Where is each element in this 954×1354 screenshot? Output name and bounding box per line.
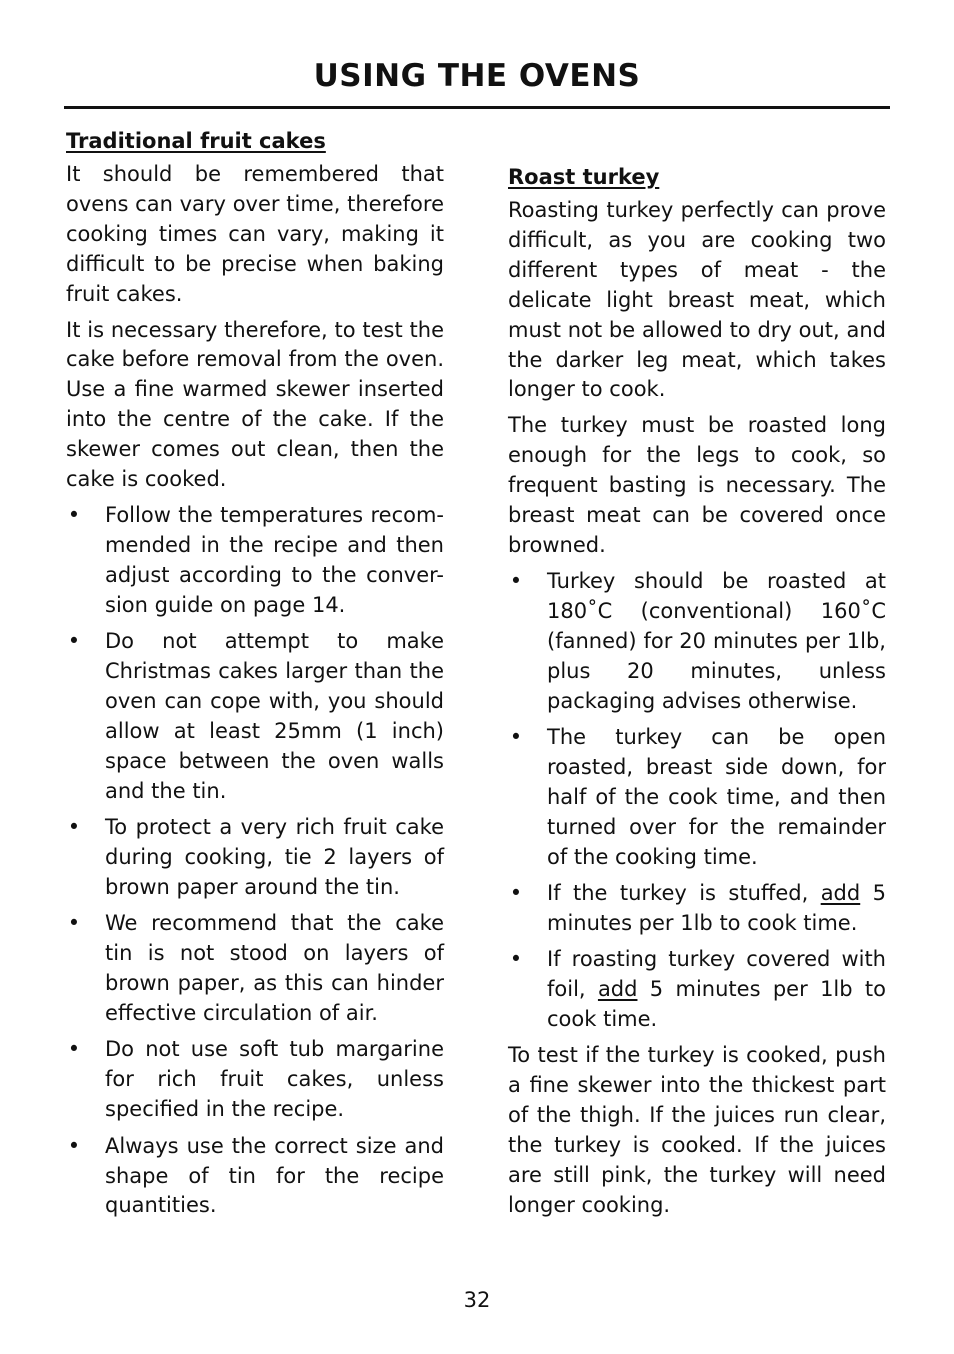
paragraph: It is necessary therefore, to test the cake before removal from the oven. Use a fine warmed skewer inserted into the centre of the cake. If the skewer comes out clean, then the cake is cooked. [66,317,444,492]
list-item [66,501,444,621]
text-run: If the turkey is stuffed, [547,880,821,905]
list-item [508,567,886,717]
paragraph: The turkey must be roasted long enough for the legs to cook, so frequent basting is necessary. The breast meat can be covered once browned. [508,413,886,557]
list-item-text: The turkey can be open roasted, breast side down, for half of the cook time, and then turned over for the remainder of the cooking time. [547,724,886,869]
list-item [508,945,886,1035]
paragraph: Roasting turkey perfectly can prove difficult, as you are cooking two different types of meat - the delicate light breast meat, which must not be allowed to dry out, and the darker leg meat, which takes longer to cook. [508,198,886,402]
text-run: 5 minutes per 1lb to cook time. [547,977,887,1032]
bullet-icon: • [67,629,81,654]
text-run: If roasting turkey covered with foil, [547,947,886,1002]
list-item-text [547,947,886,1031]
list-item [66,909,444,1029]
left-column [66,126,444,1228]
underlined-text: add [820,880,861,905]
section-heading-roast-turkey: Roast turkey [508,165,660,189]
bullet-icon: • [67,502,81,527]
bullet-icon: • [509,724,523,749]
list-item [508,879,886,939]
bullet-icon: • [67,1037,81,1062]
page-number: 32 [463,1288,491,1312]
list-item-text: Always use the correct size and shape of tin for the recipe quantities. [105,1133,444,1218]
bullet-icon: • [67,1133,81,1158]
underlined-text: add [597,977,638,1002]
section-heading-fruit-cakes: Traditional fruit cakes [66,129,326,153]
bullet-icon: • [509,880,523,905]
paragraph: To test if the turkey is cooked, push a fine skewer into the thickest part of the thigh. If the juices run clear, the turkey is cooked. If the juices are still pink, the turkey will need longer cooking. [508,1043,886,1217]
bullet-icon: • [67,815,81,840]
list-item [66,627,444,806]
bullet-icon: • [509,947,523,972]
text-run: 5 minutes per 1lb to cook time. [547,880,886,935]
bullet-icon: • [509,568,523,593]
bullet-icon: • [67,911,81,936]
list-item-text: Do not attempt to make Christmas cakes larger than the oven can cope with, you should allow at least 25mm (1 inch) space between the oven walls and the tin. [105,629,444,803]
title-rule [64,106,890,109]
right-column [508,162,886,1227]
bullet-list [508,567,886,1035]
list-item-text: Do not use soft tub margarine for rich fruit cakes, unless specified in the recipe. [105,1037,444,1122]
list-item [66,1035,444,1125]
list-item-text: Follow the temperatures recom-mended in the recipe and then adjust according to the conver-sion guide on page 14. [105,502,444,617]
list-item-text: We recommend that the cake tin is not stood on layers of brown paper, as this can hinder effective circulation of air. [105,911,444,1025]
paragraph: It should be remembered that ovens can vary over time, therefore cooking times can vary, making it difficult to be precise when baking fruit cakes. [66,162,444,306]
list-item [66,813,444,903]
page-title: USING THE OVENS [313,58,641,94]
list-item-text: Turkey should be roasted at 180˚C (conventional) 160˚C (fanned) for 20 minutes per 1lb, plus 20 minutes, unless packaging advises otherwise. [547,568,886,713]
list-item-text: To protect a very rich fruit cake during cooking, tie 2 layers of brown paper around the tin. [105,815,444,899]
bullet-list [66,501,444,1221]
list-item-text [547,881,886,935]
list-item [66,1132,444,1222]
list-item [508,723,886,873]
